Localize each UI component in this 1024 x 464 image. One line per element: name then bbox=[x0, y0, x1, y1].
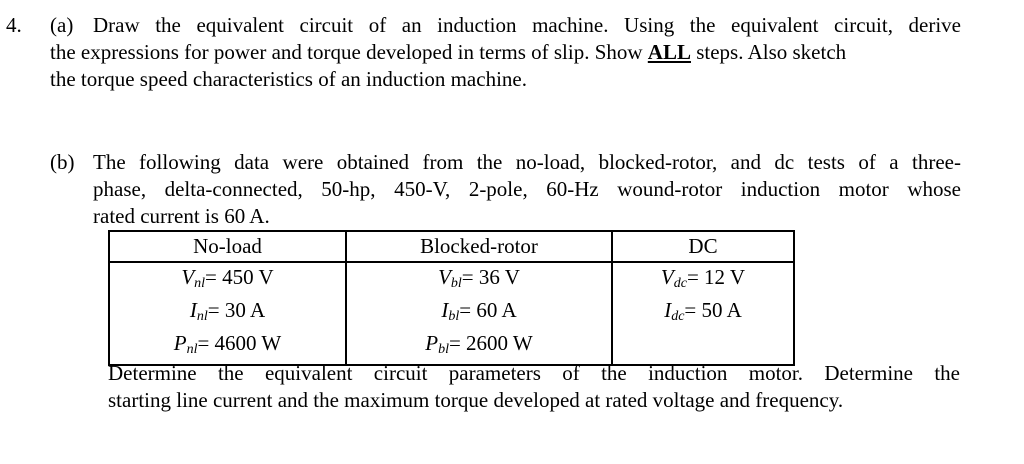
dc-cell bbox=[612, 262, 794, 365]
test-data-table bbox=[108, 230, 795, 366]
all-emphasis: ALL bbox=[647, 40, 691, 64]
blocked-rotor-power: $P_{bl}= 2600$ W bbox=[425, 331, 533, 357]
blocked-rotor-cell bbox=[346, 262, 612, 365]
closing-line-1: Determine the equivalent circuit parameters of the induction motor. Determine the bbox=[108, 361, 960, 385]
dc-current: $I_{dc}= 50$ A bbox=[664, 298, 742, 324]
no-load-voltage: $V_{nl}= 450$ V bbox=[181, 265, 274, 291]
part-b-line-3: rated current is 60 A. bbox=[93, 204, 270, 228]
blocked-rotor-current: $I_{bl}= 60$ A bbox=[441, 298, 517, 324]
table-row bbox=[109, 262, 794, 365]
closing-line-2: starting line current and the maximum torque developed at rated voltage and frequency. bbox=[108, 388, 844, 412]
blocked-rotor-voltage: $V_{bl}= 36$ V bbox=[438, 265, 520, 291]
part-a-label: (a) bbox=[50, 13, 74, 37]
no-load-current: $I_{nl}= 30$ A bbox=[189, 298, 266, 324]
no-load-cell bbox=[109, 262, 346, 365]
part-a-line-3: the torque speed characteristics of an induction machine. bbox=[50, 67, 527, 91]
header-blocked-rotor: Blocked-rotor bbox=[346, 231, 612, 262]
table-header-row bbox=[109, 231, 794, 262]
question-number: 4. bbox=[6, 13, 22, 37]
part-b-label: (b) bbox=[50, 150, 75, 174]
part-a-line-1: Draw the equivalent circuit of an induction machine. Using the equivalent circuit, derive bbox=[93, 13, 961, 37]
no-load-power: $P_{nl}= 4600$ W bbox=[173, 331, 282, 357]
part-a-line-2 bbox=[50, 39, 846, 65]
dc-voltage: $V_{dc}= 12$ V bbox=[660, 265, 746, 291]
part-b-line-1: The following data were obtained from the no-load, blocked-rotor, and dc tests of a three- bbox=[93, 150, 961, 174]
header-dc: DC bbox=[612, 231, 794, 262]
part-a-line-2-text: the expressions for power and torque developed in terms of slip. Show bbox=[50, 40, 643, 64]
part-b-line-2: phase, delta-connected, 50-hp, 450-V, 2-pole, 60-Hz wound-rotor induction motor whose bbox=[93, 177, 961, 201]
header-no-load: No-load bbox=[109, 231, 346, 262]
part-a-line-2-tail: steps. Also sketch bbox=[696, 40, 847, 64]
